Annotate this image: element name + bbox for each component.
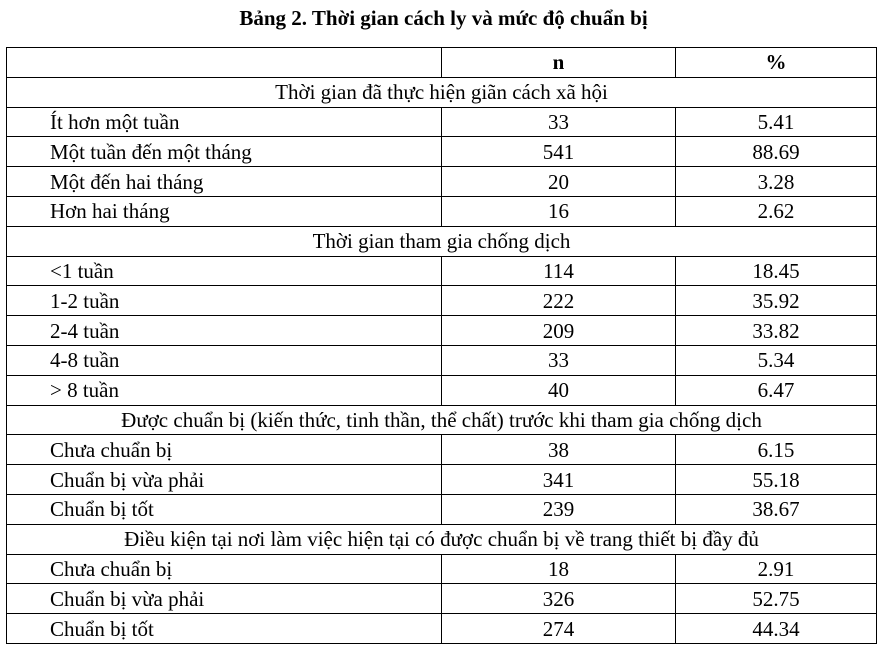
row-label-cell: Chuẩn bị tốt (7, 614, 442, 644)
row-label-cell: Chưa chuẩn bị (7, 435, 442, 465)
row-n-cell: 114 (442, 256, 676, 286)
row-n-cell: 33 (442, 107, 676, 137)
row-label-cell: <1 tuần (7, 256, 442, 286)
row-pct-cell: 2.62 (676, 196, 877, 226)
section-heading: Thời gian đã thực hiện giãn cách xã hội (7, 77, 877, 107)
section-heading: Điều kiện tại nơi làm việc hiện tại có được chuẩn bị về trang thiết bị đầy đủ (7, 524, 877, 554)
row-n-cell: 33 (442, 345, 676, 375)
row-pct-cell: 18.45 (676, 256, 877, 286)
row-label-cell: Chuẩn bị vừa phải (7, 584, 442, 614)
row-label-cell: 4-8 tuần (7, 345, 442, 375)
table-row (7, 614, 877, 644)
table-row (7, 167, 877, 197)
row-label-cell: 1-2 tuần (7, 286, 442, 316)
header-n-cell: n (442, 48, 676, 78)
table-row (7, 494, 877, 524)
section-heading-row (7, 405, 877, 435)
row-n-cell: 326 (442, 584, 676, 614)
header-pct-cell: % (676, 48, 877, 78)
row-label-cell: Ít hơn một tuần (7, 107, 442, 137)
row-label-cell: Hơn hai tháng (7, 196, 442, 226)
row-n-cell: 38 (442, 435, 676, 465)
row-pct-cell: 38.67 (676, 494, 877, 524)
section-heading: Thời gian tham gia chống dịch (7, 226, 877, 256)
row-label-cell: Chuẩn bị vừa phải (7, 465, 442, 495)
row-pct-cell: 6.15 (676, 435, 877, 465)
table-row (7, 107, 877, 137)
table-row (7, 286, 877, 316)
row-n-cell: 274 (442, 614, 676, 644)
row-label-cell: > 8 tuần (7, 375, 442, 405)
row-n-cell: 239 (442, 494, 676, 524)
row-n-cell: 209 (442, 316, 676, 346)
data-table (6, 47, 877, 644)
table-row (7, 435, 877, 465)
row-n-cell: 541 (442, 137, 676, 167)
section-heading-row (7, 226, 877, 256)
section-heading: Được chuẩn bị (kiến thức, tinh thần, thể chất) trước khi tham gia chống dịch (7, 405, 877, 435)
table-row (7, 196, 877, 226)
table-row (7, 137, 877, 167)
row-pct-cell: 5.41 (676, 107, 877, 137)
row-label-cell: Chưa chuẩn bị (7, 554, 442, 584)
section-heading-row (7, 524, 877, 554)
row-n-cell: 222 (442, 286, 676, 316)
row-pct-cell: 2.91 (676, 554, 877, 584)
header-label-cell (7, 48, 442, 78)
row-n-cell: 16 (442, 196, 676, 226)
table-row (7, 465, 877, 495)
row-pct-cell: 33.82 (676, 316, 877, 346)
row-pct-cell: 44.34 (676, 614, 877, 644)
row-pct-cell: 88.69 (676, 137, 877, 167)
row-label-cell: Một đến hai tháng (7, 167, 442, 197)
row-label-cell: Chuẩn bị tốt (7, 494, 442, 524)
table-title: Bảng 2. Thời gian cách ly và mức độ chuẩn bị (239, 6, 648, 30)
section-heading-row (7, 77, 877, 107)
row-pct-cell: 35.92 (676, 286, 877, 316)
row-pct-cell: 5.34 (676, 345, 877, 375)
table-row (7, 256, 877, 286)
row-n-cell: 18 (442, 554, 676, 584)
row-n-cell: 40 (442, 375, 676, 405)
row-label-cell: Một tuần đến một tháng (7, 137, 442, 167)
row-pct-cell: 52.75 (676, 584, 877, 614)
row-pct-cell: 6.47 (676, 375, 877, 405)
row-n-cell: 20 (442, 167, 676, 197)
table-row (7, 345, 877, 375)
table-row (7, 554, 877, 584)
row-n-cell: 341 (442, 465, 676, 495)
header-row (7, 48, 877, 78)
row-pct-cell: 3.28 (676, 167, 877, 197)
table-row (7, 584, 877, 614)
table-body (7, 77, 877, 643)
table-row (7, 316, 877, 346)
row-pct-cell: 55.18 (676, 465, 877, 495)
table-row (7, 375, 877, 405)
row-label-cell: 2-4 tuần (7, 316, 442, 346)
